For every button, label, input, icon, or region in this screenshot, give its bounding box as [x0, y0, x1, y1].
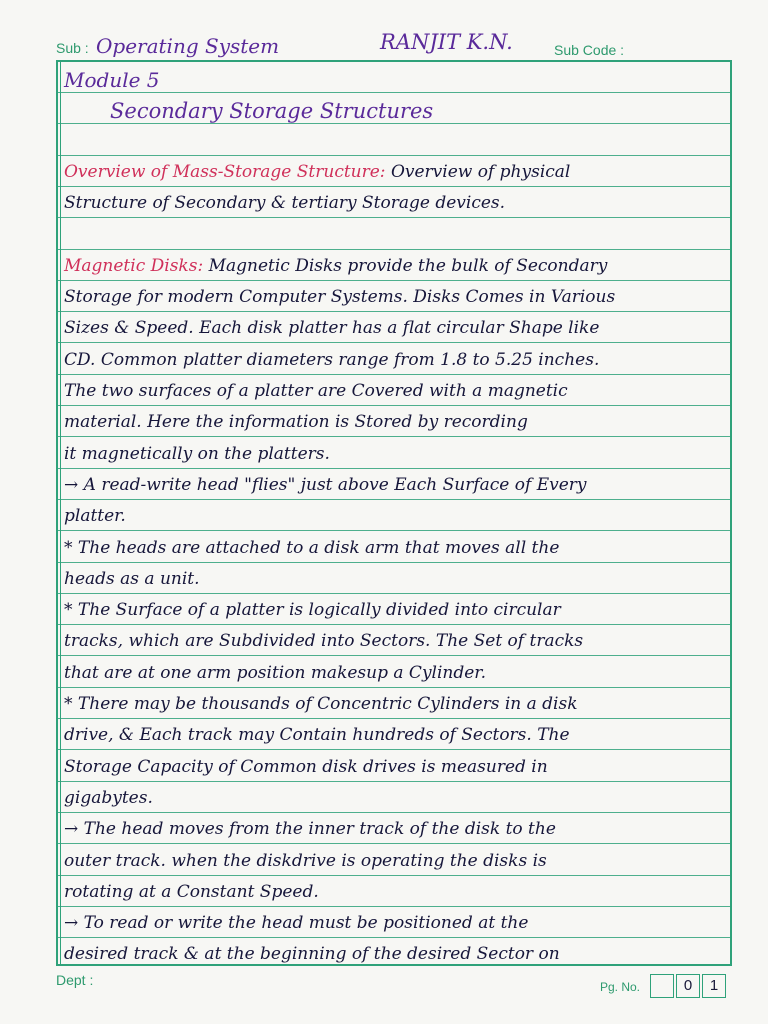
note-line: Storage Capacity of Common disk drives is measured in: [64, 757, 548, 777]
note-line: rotating at a Constant Speed.: [64, 882, 319, 902]
rule-line: [56, 530, 732, 531]
note-line: platter.: [64, 506, 126, 526]
magnetic-disks-heading: Magnetic Disks:: [64, 256, 204, 276]
module-heading: Module 5: [64, 68, 160, 92]
rule-line: [56, 155, 732, 156]
rule-line: [56, 311, 732, 312]
margin-line: [60, 60, 61, 966]
note-line: it magnetically on the platters.: [64, 444, 330, 464]
rule-line: [56, 937, 732, 938]
note-line: * The Surface of a platter is logically divided into circular: [64, 600, 561, 620]
rule-line: [56, 781, 732, 782]
note-line: tracks, which are Subdivided into Sectors. The Set of tracks: [64, 631, 584, 651]
note-line: The two surfaces of a platter are Covered with a magnetic: [64, 381, 568, 401]
dept-label: Dept :: [56, 972, 94, 988]
page-digit-box: 0: [676, 974, 700, 998]
magnetic-disks-text: Magnetic Disks provide the bulk of Secondary: [203, 256, 608, 276]
note-line: Structure of Secondary & tertiary Storage devices.: [64, 193, 506, 213]
rule-line: [56, 468, 732, 469]
page-digit-box: 1: [702, 974, 726, 998]
rule-line: [56, 843, 732, 844]
rule-line: [56, 624, 732, 625]
rule-line: [56, 249, 732, 250]
note-line: → A read-write head "flies" just above Each Surface of Every: [64, 475, 587, 495]
note-line: * There may be thousands of Concentric Cylinders in a disk: [64, 694, 578, 714]
note-line: outer track. when the diskdrive is operating the disks is: [64, 851, 547, 871]
note-line: → To read or write the head must be positioned at the: [64, 913, 529, 933]
note-line: that are at one arm position makesup a Cylinder.: [64, 663, 486, 683]
sub-code-label: Sub Code :: [554, 42, 625, 58]
rule-line: [56, 217, 732, 218]
rule-line: [56, 812, 732, 813]
note-line: CD. Common platter diameters range from 1.8 to 5.25 inches.: [64, 350, 600, 370]
note-line: → The head moves from the inner track of the disk to the: [64, 819, 556, 839]
rule-line: [56, 186, 732, 187]
rule-line: [56, 718, 732, 719]
rule-line: [56, 405, 732, 406]
rule-line: [56, 280, 732, 281]
rule-line: [56, 562, 732, 563]
chapter-title: Secondary Storage Structures: [110, 99, 434, 123]
note-line: desired track & at the beginning of the desired Sector on: [64, 944, 560, 964]
rule-line: [56, 749, 732, 750]
rule-line: [56, 655, 732, 656]
rule-line: [56, 499, 732, 500]
rule-line: [56, 687, 732, 688]
page-number-label: Pg. No.: [600, 980, 641, 994]
overview-heading: Overview of Mass-Storage Structure:: [64, 162, 386, 182]
rule-line: [56, 906, 732, 907]
rule-line: [56, 875, 732, 876]
author-name: RANJIT K.N.: [380, 30, 513, 54]
rule-line: [56, 342, 732, 343]
note-line: Sizes & Speed. Each disk platter has a flat circular Shape like: [64, 318, 600, 338]
note-line: material. Here the information is Stored by recording: [64, 412, 528, 432]
rule-line: [56, 593, 732, 594]
note-line: [64, 162, 570, 182]
subject-name: Operating System: [96, 34, 280, 58]
rule-line: [56, 374, 732, 375]
note-line: Storage for modern Computer Systems. Disks Comes in Various: [64, 287, 616, 307]
note-line: [64, 256, 607, 276]
note-line: drive, & Each track may Contain hundreds of Sectors. The: [64, 725, 570, 745]
note-line: heads as a unit.: [64, 569, 200, 589]
rule-line: [56, 436, 732, 437]
sub-label: Sub :: [56, 40, 89, 56]
note-line: gigabytes.: [64, 788, 153, 808]
page-digit-box: [650, 974, 674, 998]
overview-text: Overview of physical: [385, 162, 571, 182]
rule-line: [56, 92, 732, 93]
note-line: * The heads are attached to a disk arm that moves all the: [64, 538, 560, 558]
rule-line: [56, 123, 732, 124]
